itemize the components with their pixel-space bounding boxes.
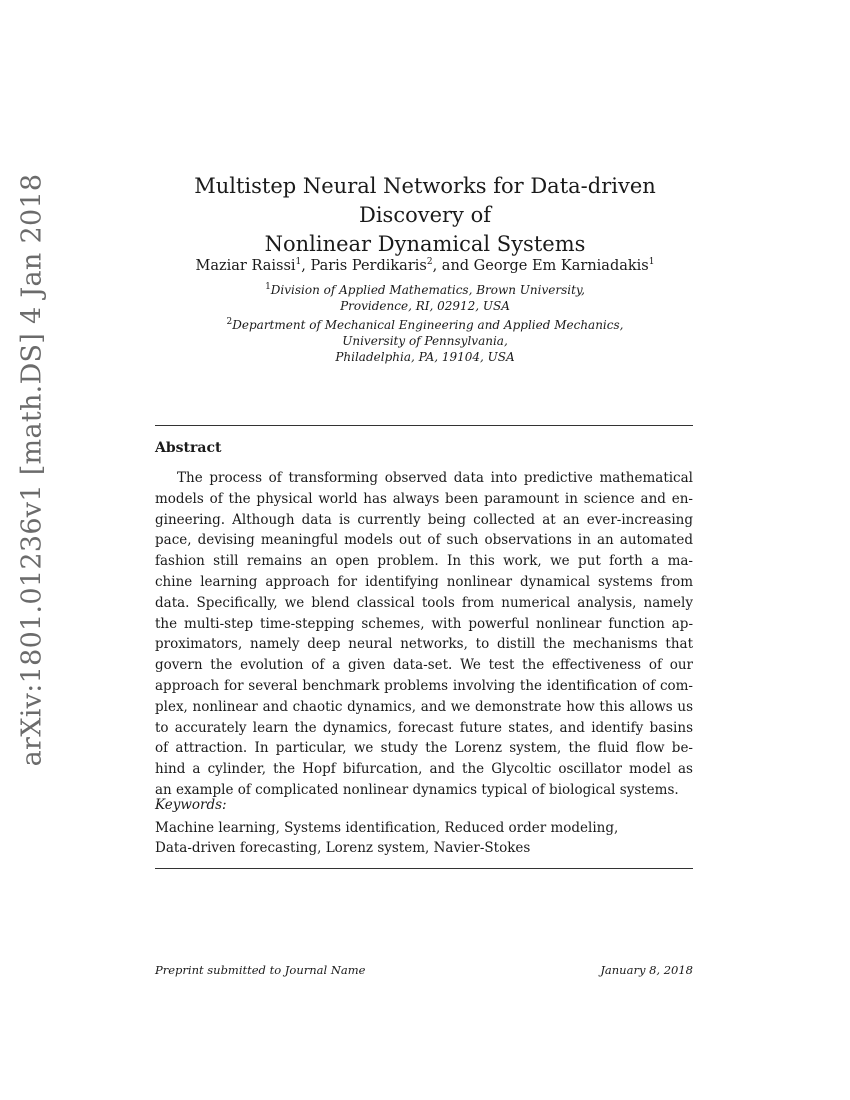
abstract-line: models of the physical world has always been paramount in science and en- [155,490,693,507]
abstract-line: plex, nonlinear and chaotic dynamics, and we demonstrate how this allows us [155,698,693,715]
affiliation-1-line-1 [150,279,700,298]
affiliations [150,279,700,365]
title-line-2: Nonlinear Dynamical Systems [264,232,586,256]
keywords-heading: Keywords: [155,797,227,813]
abstract-line: the multi-step time-stepping schemes, with powerful nonlinear function ap- [155,615,693,632]
author-2-affil-mark: 2 [426,257,433,267]
keywords-line-1: Machine learning, Systems identification, Reduced order modeling, [155,820,619,836]
abstract-line: approach for several benchmark problems involving the identification of com- [155,677,693,694]
affiliation-2-mark: 2 [226,317,233,327]
affiliation-1-mark: 1 [265,282,271,292]
abstract-heading: Abstract [155,440,222,456]
preprint-note: Preprint submitted to Journal Name [155,963,366,977]
abstract-line: hind a cylinder, the Hopf bifurcation, and the Glycoltic oscillator model as [155,761,693,778]
abstract-line: gineering. Although data is currently being collected at an ever-increasing [155,511,693,528]
paper-title [150,172,700,259]
abstract-line: of attraction. In particular, we study the Lorenz system, the fluid flow be- [155,740,693,757]
abstract-line: The process of transforming observed data into predictive mathematical [177,470,693,486]
abstract-line: fashion still remains an open problem. In this work, we put forth a ma- [155,553,693,570]
affiliation-2-line-1 [150,314,700,333]
affiliation-2-line-2: University of Pennsylvania, [342,334,508,348]
author-1: Maziar Raissi [195,257,296,274]
arxiv-identifier-text: arXiv:1801.01236v1 [math.DS] 4 Jan 2018 [16,173,48,767]
abstract-line: an example of complicated nonlinear dynamics typical of biological systems. [155,781,679,798]
abstract-line: data. Specifically, we blend classical tools from numerical analysis, namely [155,594,693,611]
abstract-line: proximators, namely deep neural networks, to distill the mechanisms that [155,636,693,653]
abstract-line: govern the evolution of a given data-set. We test the effectiveness of our [155,657,693,674]
affiliation-2-text: Department of Mechanical Engineering and Applied Mechanics, [232,318,624,332]
author-2: Paris Perdikaris [310,257,427,274]
author-separator-1: , [301,257,311,274]
author-3: George Em Karniadakis [473,257,649,274]
affiliation-1-text: Division of Applied Mathematics, Brown University, [270,283,585,297]
keywords-list [155,818,618,858]
title-line-1: Multistep Neural Networks for Data-driven Discovery of [194,174,656,227]
affiliation-2-line-3: Philadelphia, PA, 19104, USA [335,350,515,364]
abstract-line: chine learning approach for identifying nonlinear dynamical systems from [155,573,693,590]
abstract-top-rule [155,425,693,426]
arxiv-identifier-stamp [10,173,54,767]
author-1-affil-mark: 1 [295,257,302,267]
author-3-affil-mark: 1 [648,257,655,267]
abstract-line: pace, devising meaningful models out of such observations in an automated [155,532,693,549]
abstract-bottom-rule [155,868,693,869]
abstract-line: to accurately learn the dynamics, forecast future states, and identify basins [155,719,693,736]
abstract-body [155,468,693,801]
keywords-line-2: Data-driven forecasting, Lorenz system, Navier-Stokes [155,840,531,856]
author-list [150,253,700,275]
author-separator-2: , and [432,257,474,274]
affiliation-1-line-2: Providence, RI, 02912, USA [340,299,510,313]
preprint-date: January 8, 2018 [600,963,693,977]
